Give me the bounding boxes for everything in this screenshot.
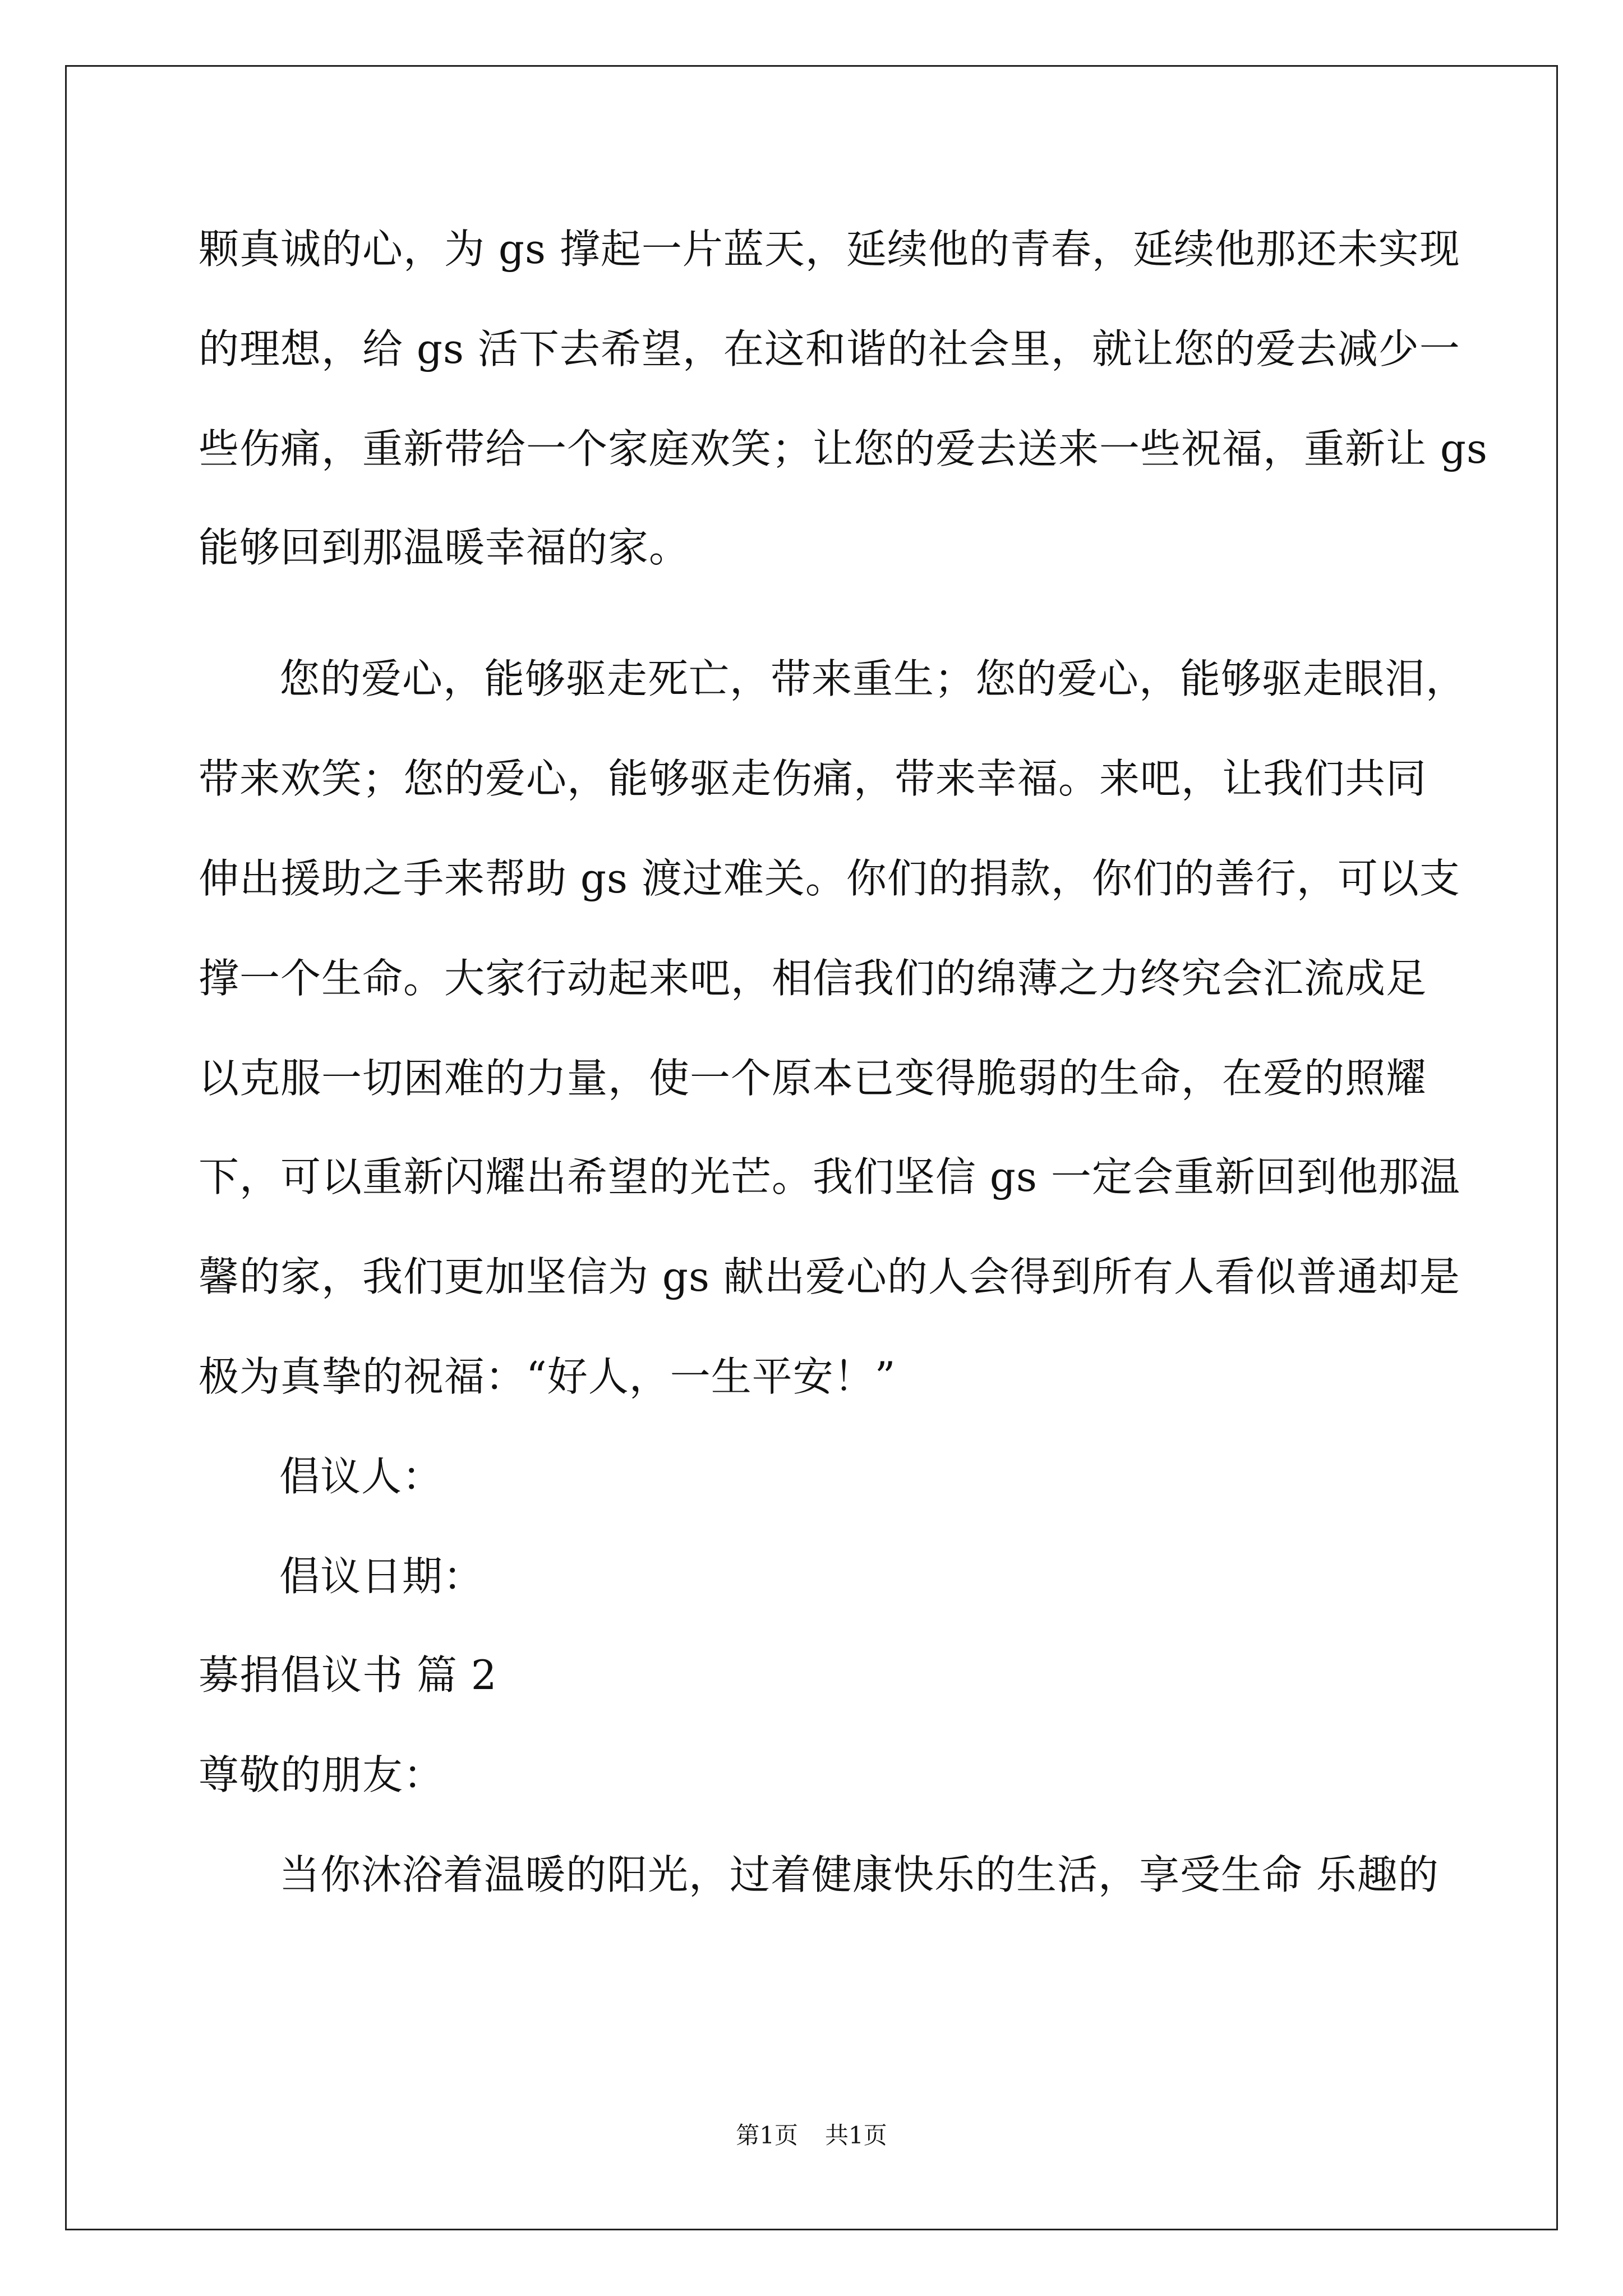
page-footer	[0, 2124, 1623, 2147]
paragraph-start-line: 您的爱心，能够驱走死亡，带来重生；您的爱心，能够驱走眼泪，	[279, 655, 1467, 702]
text-line: 颗真诚的心，为 gs 撑起一片蓝天，延续他的青春，延续他那还未实现	[199, 226, 1460, 273]
page-number: 第1页	[736, 2122, 798, 2149]
section-heading: 募捐倡议书 篇 2	[199, 1651, 497, 1699]
paragraph-start-line: 当你沐浴着温暖的阳光，过着健康快乐的生活，享受生命 乐趣的	[279, 1851, 1439, 1898]
text-line: 伸出援助之手来帮助 gs 渡过难关。你们的捐款，你们的善行，可以支	[199, 855, 1460, 902]
text-line: 些伤痛，重新带给一个家庭欢笑；让您的爱去送来一些祝福，重新让 gs	[199, 425, 1488, 472]
initiation-date-label: 倡议日期：	[279, 1553, 485, 1600]
text-line: 撑一个生命。大家行动起来吧，相信我们的绵薄之力终究会汇流成足	[199, 955, 1427, 1002]
text-line: 极为真挚的祝福：“好人，一生平安！”	[199, 1353, 896, 1400]
page-total: 共1页	[825, 2122, 887, 2149]
text-line: 的理想，给 gs 活下去希望，在这和谐的社会里，就让您的爱去减少一	[199, 325, 1460, 372]
text-line: 下，可以重新闪耀出希望的光芒。我们坚信 gs 一定会重新回到他那温	[199, 1153, 1460, 1200]
salutation: 尊敬的朋友：	[199, 1751, 445, 1798]
text-line: 带来欢笑；您的爱心，能够驱走伤痛，带来幸福。来吧，让我们共同	[199, 755, 1427, 802]
text-line: 能够回到那温暖幸福的家。	[199, 524, 690, 571]
text-line: 以克服一切困难的力量，使一个原本已变得脆弱的生命，在爱的照耀	[199, 1055, 1427, 1102]
document-body	[199, 0, 1488, 2296]
initiator-label: 倡议人：	[279, 1453, 444, 1500]
text-line: 馨的家，我们更加坚信为 gs 献出爱心的人会得到所有人看似普通却是	[199, 1253, 1460, 1300]
